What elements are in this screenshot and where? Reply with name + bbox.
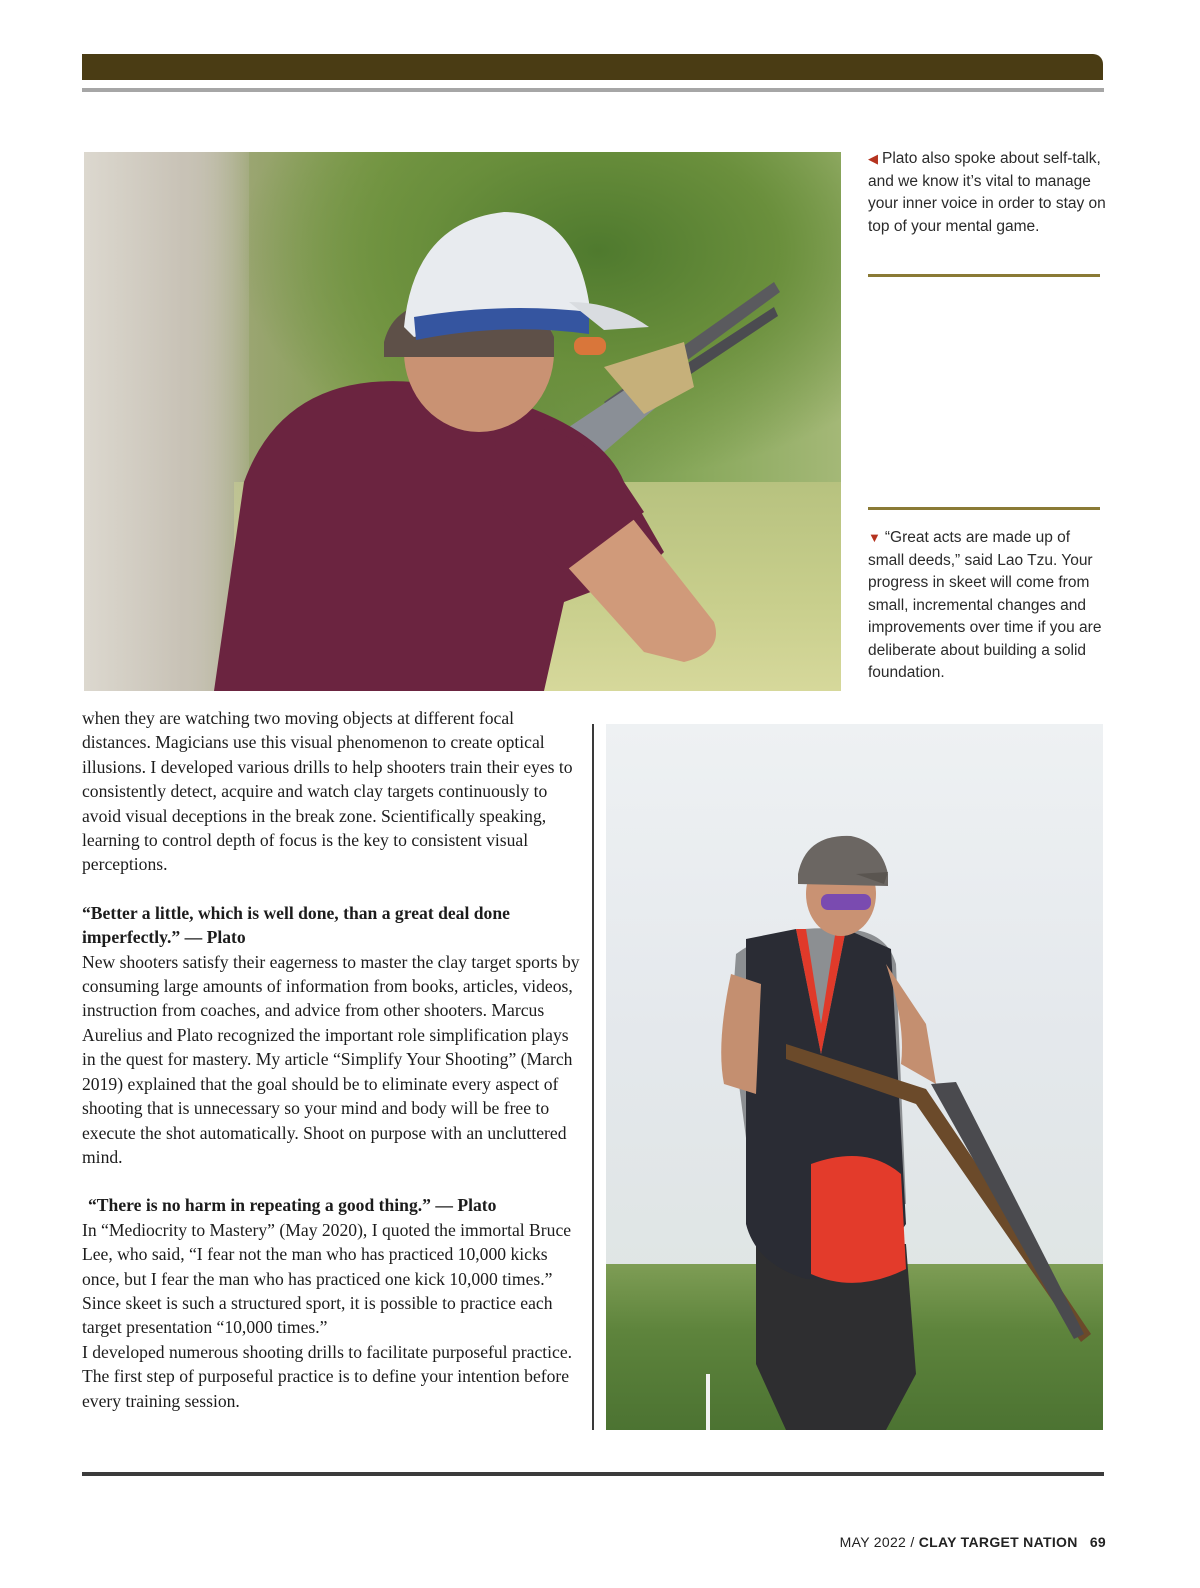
- caption-rule: [868, 507, 1100, 510]
- photo-shooter-maroon-shirt: [84, 152, 841, 691]
- photo-young-shooter-vest: [606, 724, 1103, 1430]
- magazine-name: CLAY TARGET NATION: [918, 1534, 1078, 1550]
- header-bar: [82, 54, 1103, 80]
- header-rule: [82, 88, 1104, 92]
- footer-rule: [82, 1472, 1104, 1476]
- article-paragraph: I developed numerous shooting drills to facilitate purposeful practice. The first step of purposeful practice is to define your intention before every training session.: [82, 1341, 573, 1411]
- article-body: [82, 706, 582, 1413]
- caption-text: “Great acts are made up of small deeds,” said Lao Tzu. Your progress in skeet will come from small, incremental changes and improvements over time if you are deliberate about building a solid foundation.: [868, 529, 1102, 681]
- shooter-illustration: [84, 152, 841, 691]
- issue-date: MAY 2022 /: [839, 1534, 915, 1550]
- page-number: 69: [1089, 1534, 1106, 1550]
- article-subheading: “Better a little, which is well done, than a great deal done imperfectly.” — Plato: [82, 902, 510, 948]
- photo-caption-bottom: [868, 527, 1106, 685]
- photo-caption-top: [868, 148, 1106, 238]
- caption-arrow-down-icon: ▼: [868, 530, 881, 545]
- caption-text: Plato also spoke about self-talk, and we know it’s vital to manage your inner voice in order to stay on top of your mental game.: [868, 150, 1106, 235]
- article-paragraph: when they are watching two moving objects at different focal distances. Magicians use this visual phenomenon to create optical illusions. I developed various drills to help shooters train their eyes to consistently detect, acquire and watch clay targets continuously to avoid visual deceptions in the break zone. Scientifically speaking, learning to control depth of focus is the key to consistent visual perceptions.: [82, 708, 573, 875]
- article-paragraph: In “Mediocrity to Mastery” (May 2020), I quoted the immortal Bruce Lee, who said, “I fear not the man who has practiced 10,000 kicks once, but I fear the man who has practiced one kick 10,000 times.” Since skeet is such a structured sport, it is possible to practice each target presentation “10,000 times.”: [82, 1219, 572, 1338]
- article-paragraph: New shooters satisfy their eagerness to master the clay target sports by consuming large amounts of information from books, articles, videos, instruction from coaches, and advice from other shooters. Marcus Aurelius and Plato recognized the important role simplification plays in the quest for mastery. My article “Simplify Your Shooting” (March 2019) explained that the goal should be to eliminate every aspect of shooting that is unnecessary so your mind and body will be free to execute the shot automatically. Shoot on purpose with an uncluttered mind.: [82, 951, 580, 1167]
- caption-rule: [868, 274, 1100, 277]
- caption-arrow-left-icon: ◀: [868, 151, 878, 166]
- shooter-illustration: [606, 724, 1103, 1430]
- column-divider: [592, 724, 594, 1430]
- page-footer: [840, 1534, 1106, 1550]
- article-subheading: “There is no harm in repeating a good thing.” — Plato: [88, 1195, 497, 1216]
